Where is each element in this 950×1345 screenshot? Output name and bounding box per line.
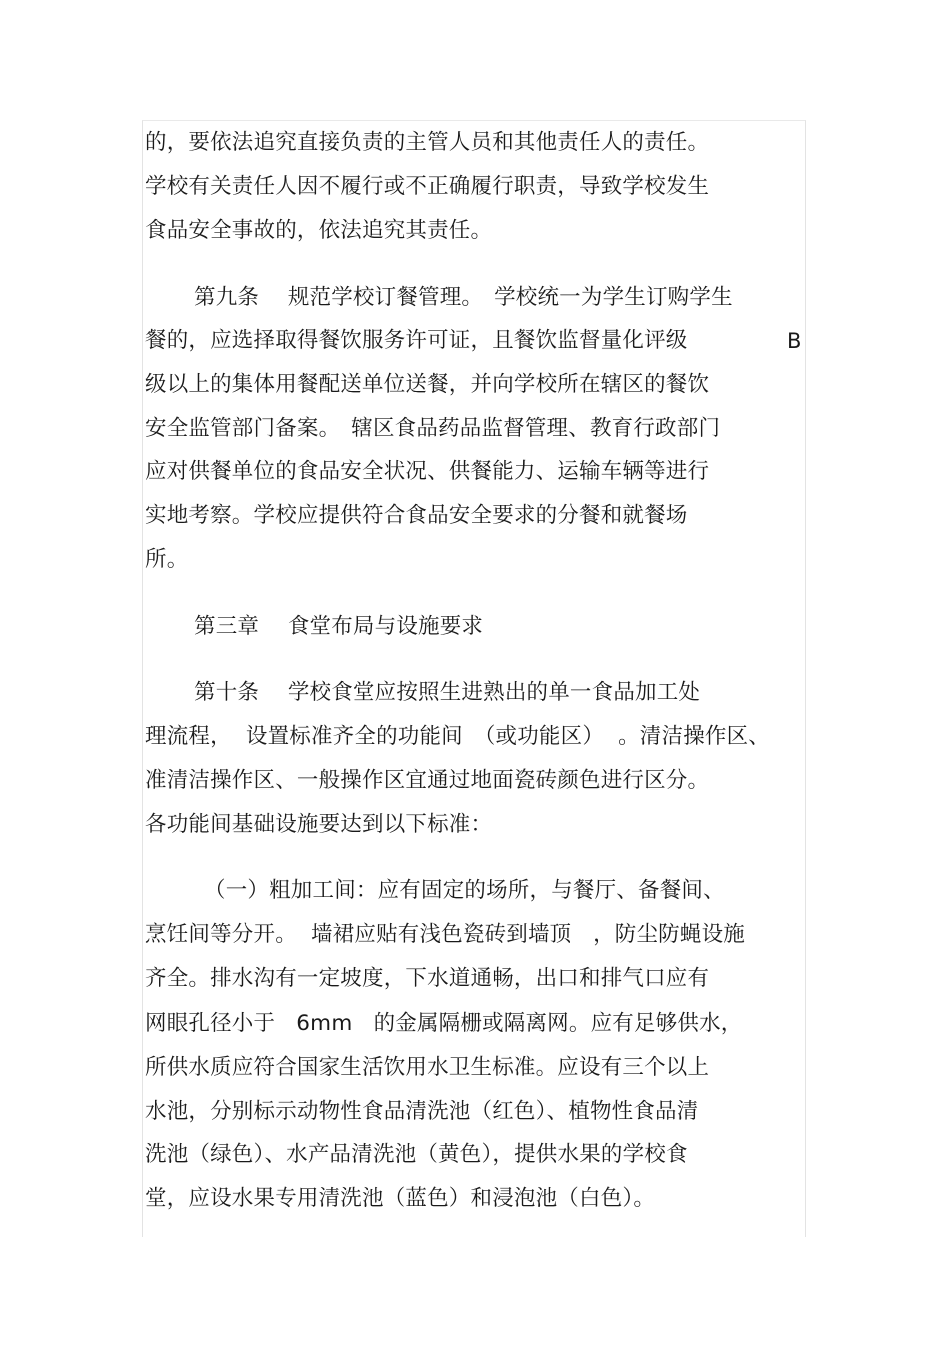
item-1-line-5: 所供水质应符合国家生活饮用水卫生标准。应设有三个以上 xyxy=(145,1055,710,1080)
item-1-line-8: 堂，应设水果专用清洗池（蓝色）和浸泡池（白色）。 xyxy=(145,1186,656,1211)
item-1-line-6: 水池，分别标示动物性食品清洗池（红色）、植物性食品清 xyxy=(145,1099,699,1124)
article-10-line-3: 准清洁操作区、一般操作区宜通过地面瓷砖颜色进行区分。 xyxy=(145,768,710,793)
item-1-line-3: 齐全。排水沟有一定坡度，下水道通畅，出口和排气口应有 xyxy=(145,966,710,991)
article-9-line-4: 安全监管部门备案。 辖区食品药品监督管理、教育行政部门 xyxy=(145,416,721,441)
margin-marker: B xyxy=(787,329,802,353)
paragraph-1-line-1: 的，要依法追究直接负责的主管人员和其他责任人的责任。 xyxy=(145,130,710,155)
article-9-line-5: 应对供餐单位的食品安全状况、供餐能力、运输车辆等进行 xyxy=(145,459,710,484)
article-10-heading-line: 第十条 学校食堂应按照生进熟出的单一食品加工处 xyxy=(194,680,701,705)
article-9-line-3: 级以上的集体用餐配送单位送餐，并向学校所在辖区的餐饮 xyxy=(145,372,710,397)
paragraph-1-line-3: 食品安全事故的，依法追究其责任。 xyxy=(145,218,493,243)
article-9-line-6: 实地考察。学校应提供符合食品安全要求的分餐和就餐场 xyxy=(145,503,688,528)
article-10-line-4: 各功能间基础设施要达到以下标准： xyxy=(145,812,493,837)
paragraph-1-line-2: 学校有关责任人因不履行或不正确履行职责，导致学校发生 xyxy=(145,174,710,199)
article-9-line-2: 餐的，应选择取得餐饮服务许可证，且餐饮监督量化评级 xyxy=(145,328,688,353)
article-9-line-7: 所。 xyxy=(145,547,189,572)
item-1-line-7: 洗池（绿色）、水产品清洗池（黄色），提供水果的学校食 xyxy=(145,1142,688,1167)
item-1-line-4: 网眼孔径小于 6mm 的金属隔栅或隔离网。应有足够供水， xyxy=(145,1011,743,1036)
article-10-line-2: 理流程， 设置标准齐全的功能间 （或功能区） 。清洁操作区、 xyxy=(145,724,770,749)
item-1-heading-line: （一）粗加工间：应有固定的场所，与餐厅、备餐间、 xyxy=(204,878,725,903)
item-1-line-2: 烹饪间等分开。 墙裙应贴有浅色瓷砖到墙顶 ，防尘防蝇设施 xyxy=(145,922,745,947)
chapter-3-heading: 第三章 食堂布局与设施要求 xyxy=(194,614,484,639)
article-9-heading-line: 第九条 规范学校订餐管理。 学校统一为学生订购学生 xyxy=(194,285,733,310)
